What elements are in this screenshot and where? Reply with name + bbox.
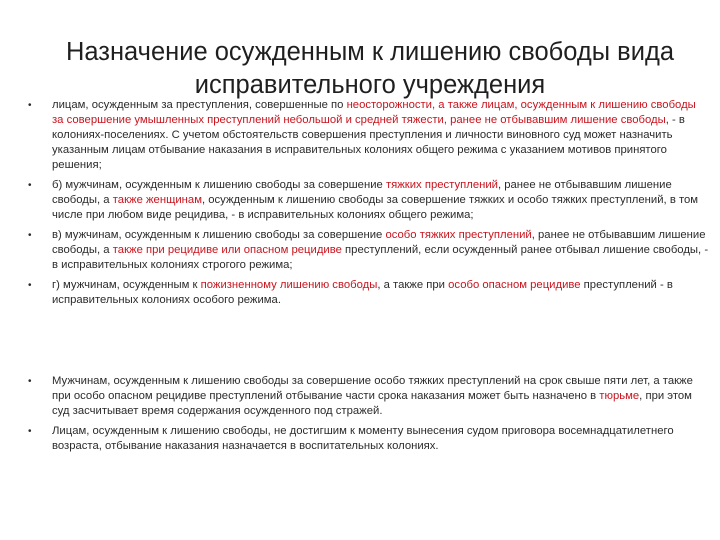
bullet-icon: •	[28, 376, 32, 387]
bullet-item-juvenile-colony	[28, 424, 710, 454]
bullet-list-bottom	[28, 374, 710, 458]
bullet-text: преступлений - в исправительных колониях особого режима.	[52, 278, 673, 306]
bullet-text: , при этом суд засчитывает время содержания осужденного под стражей.	[52, 390, 692, 418]
bullet-text: , ранее не отбывавшим лишение свободы, а	[52, 228, 706, 256]
bullet-text: г) мужчинам, осужденным к	[52, 278, 201, 291]
bullet-text: Лицам, осужденным к лишению свободы, не достигшим к моменту вынесения судом приговора восемнадцатилетнего возраста, отбывание наказания назначается в воспитательных колониях.	[52, 424, 674, 452]
highlight-text: также при рецидиве или опасном рецидиве	[112, 243, 342, 256]
highlight-text: пожизненному лишению свободы	[200, 278, 378, 291]
bullet-icon: •	[28, 425, 32, 437]
bullet-text: , осужденным к лишению свободы за совершение тяжких и особо тяжких преступлений, в том числе при любом виде рецидива, - в исправительных колониях общего режима;	[52, 194, 699, 222]
bullet-text: преступлений, если осужденный ранее отбывал лишение свободы, - в исправительных колониях строгого режима;	[52, 243, 709, 271]
bullet-item-general-regime	[28, 178, 710, 223]
bullet-text: б) мужчинам, осужденным к лишению свободы за совершение	[52, 178, 386, 191]
highlight-text: тяжких преступлений	[385, 178, 498, 191]
bullet-item-prison	[28, 374, 710, 419]
bullet-icon: •	[28, 229, 32, 241]
bullet-text: , ранее не отбывавшим лишение свободы, а	[52, 178, 672, 207]
highlight-text: также женщинам	[112, 194, 202, 207]
highlight-text: тюрьме	[599, 390, 640, 403]
bullet-text: Мужчинам, осужденным к лишению свободы за совершение особо тяжких преступлений на срок свыше пяти лет, а также при особо опасном рецидиве преступлений отбывание части срока наказания может быть назначено в	[52, 375, 693, 403]
bullet-list-top	[28, 98, 710, 312]
bullet-text: лицам, осужденным за преступления, совершенные по	[52, 99, 347, 111]
title-line-1: Назначение осужденным к лишению свободы вида	[65, 38, 675, 66]
bullet-icon: •	[28, 179, 32, 191]
highlight-text: особо опасном рецидиве	[448, 278, 581, 291]
bullet-text: , - в колониях-поселениях. С учетом обстоятельств совершения преступления и личности виновного суд может назначить указанным лицам отбывание наказания в исправительных колониях общего режима с указанием мотивов принятого решения;	[52, 114, 685, 172]
slide-title	[40, 36, 700, 102]
title-line-2: исправительного учреждения	[194, 71, 546, 99]
bullet-text: в) мужчинам, осужденным к лишению свободы за совершение	[52, 228, 386, 241]
bullet-icon: •	[28, 100, 32, 111]
bullet-icon: •	[28, 279, 32, 291]
highlight-text: неосторожности, а также лицам, осужденным к лишению свободы за совершение умышленных преступлений небольшой и средней тяжести, ранее не отбывавшим лишение свободы	[52, 99, 696, 127]
highlight-text: особо тяжких преступлений	[385, 228, 532, 241]
bullet-text: , а также при	[377, 278, 449, 291]
bullet-item-colony-settlement	[28, 98, 710, 173]
bullet-item-strict-regime	[28, 228, 710, 273]
bullet-item-special-regime	[28, 278, 710, 308]
